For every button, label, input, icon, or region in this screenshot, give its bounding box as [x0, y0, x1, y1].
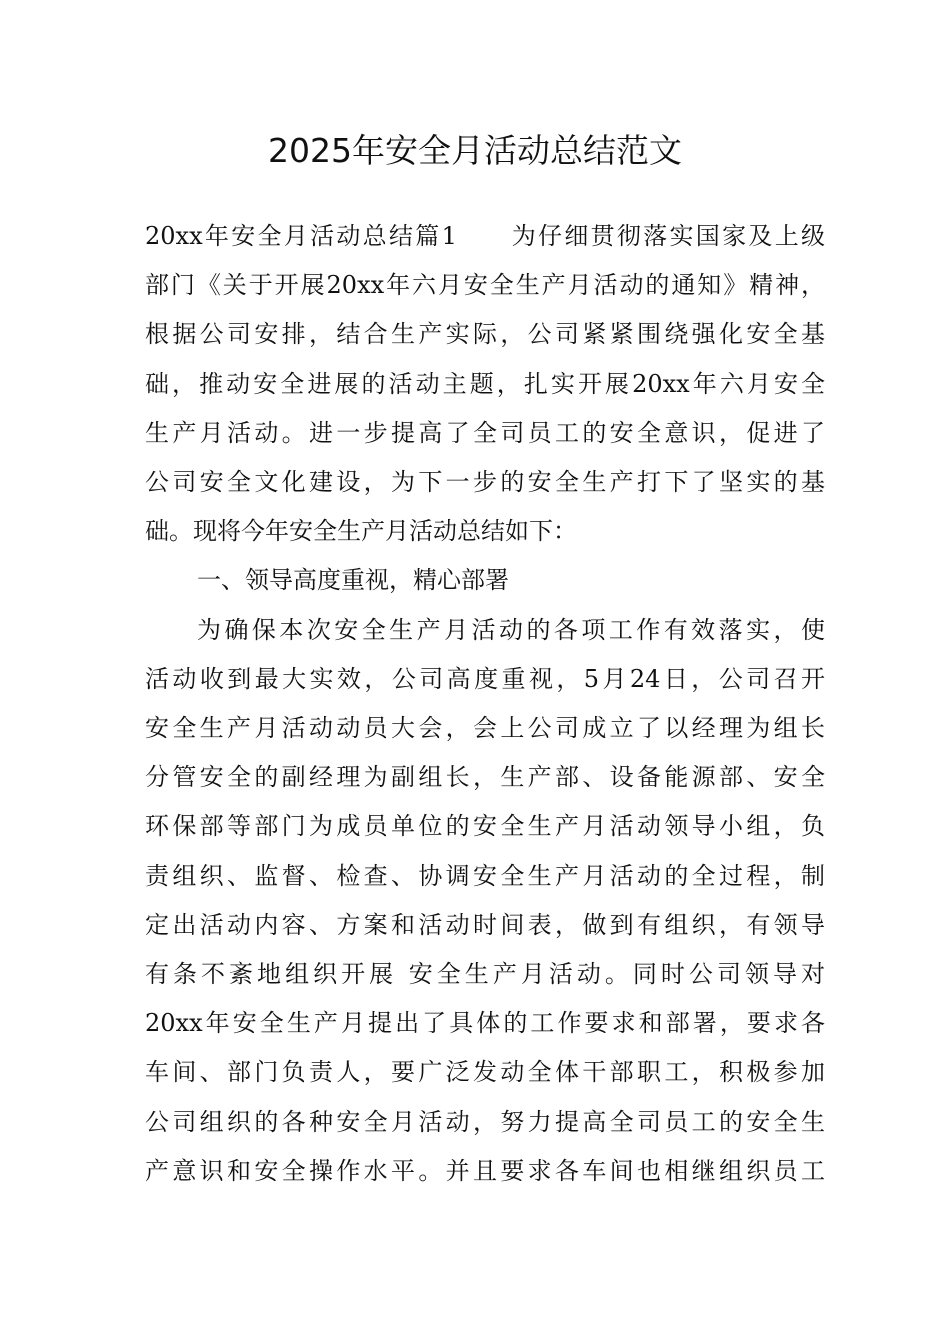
paragraph-line: 有条不紊地组织开展 安全生产月活动。同时公司领导对	[145, 960, 825, 988]
paragraph-line: 生产月活动。进一步提高了全司员工的安全意识，促进了	[145, 418, 825, 447]
paragraph-line: 为确保本次安全生产月活动的各项工作有效落实，使	[197, 615, 825, 644]
paragraph-line: 20xx年安全月活动总结篇1 为仔细贯彻落实国家及上级	[145, 222, 825, 250]
paragraph-line: 车间、部门负责人，要广泛发动全体干部职工，积极参加	[145, 1058, 825, 1087]
paragraph-line: 一、领导高度重视，精心部署	[197, 566, 509, 595]
paragraph-line: 公司组织的各种安全月活动，努力提高全司员工的安全生	[145, 1107, 825, 1136]
paragraph-line: 定出活动内容、方案和活动时间表，做到有组织，有领导	[145, 910, 825, 939]
paragraph-line: 产意识和安全操作水平。并且要求各车间也相继组织员工	[145, 1156, 825, 1185]
paragraph-line: 分管安全的副经理为副组长，生产部、设备能源部、安全	[145, 763, 825, 792]
document-title: 2025年安全月活动总结范文	[268, 131, 682, 170]
paragraph-line: 公司安全文化建设，为下一步的安全生产打下了坚实的基	[145, 468, 825, 496]
paragraph-line: 础。现将今年安全生产月活动总结如下：	[145, 517, 577, 546]
paragraph-line: 安全生产月活动动员大会，会上公司成立了以经理为组长	[145, 714, 825, 742]
paragraph-line: 20xx年安全生产月提出了具体的工作要求和部署，要求各	[145, 1009, 825, 1038]
paragraph-line: 根据公司安排，结合生产实际，公司紧紧围绕强化安全基	[145, 320, 825, 349]
paragraph-line: 础，推动安全进展的活动主题，扎实开展20xx年六月安全	[145, 369, 825, 398]
paragraph-line: 环保部等部门为成员单位的安全生产月活动领导小组，负	[145, 812, 825, 841]
paragraph-line: 活动收到最大实效，公司高度重视，5月24日，公司召开	[145, 664, 825, 693]
paragraph-line: 责组织、监督、检查、协调安全生产月活动的全过程，制	[145, 861, 825, 890]
paragraph-line: 部门《关于开展20xx年六月安全生产月活动的通知》精神，	[145, 271, 825, 300]
